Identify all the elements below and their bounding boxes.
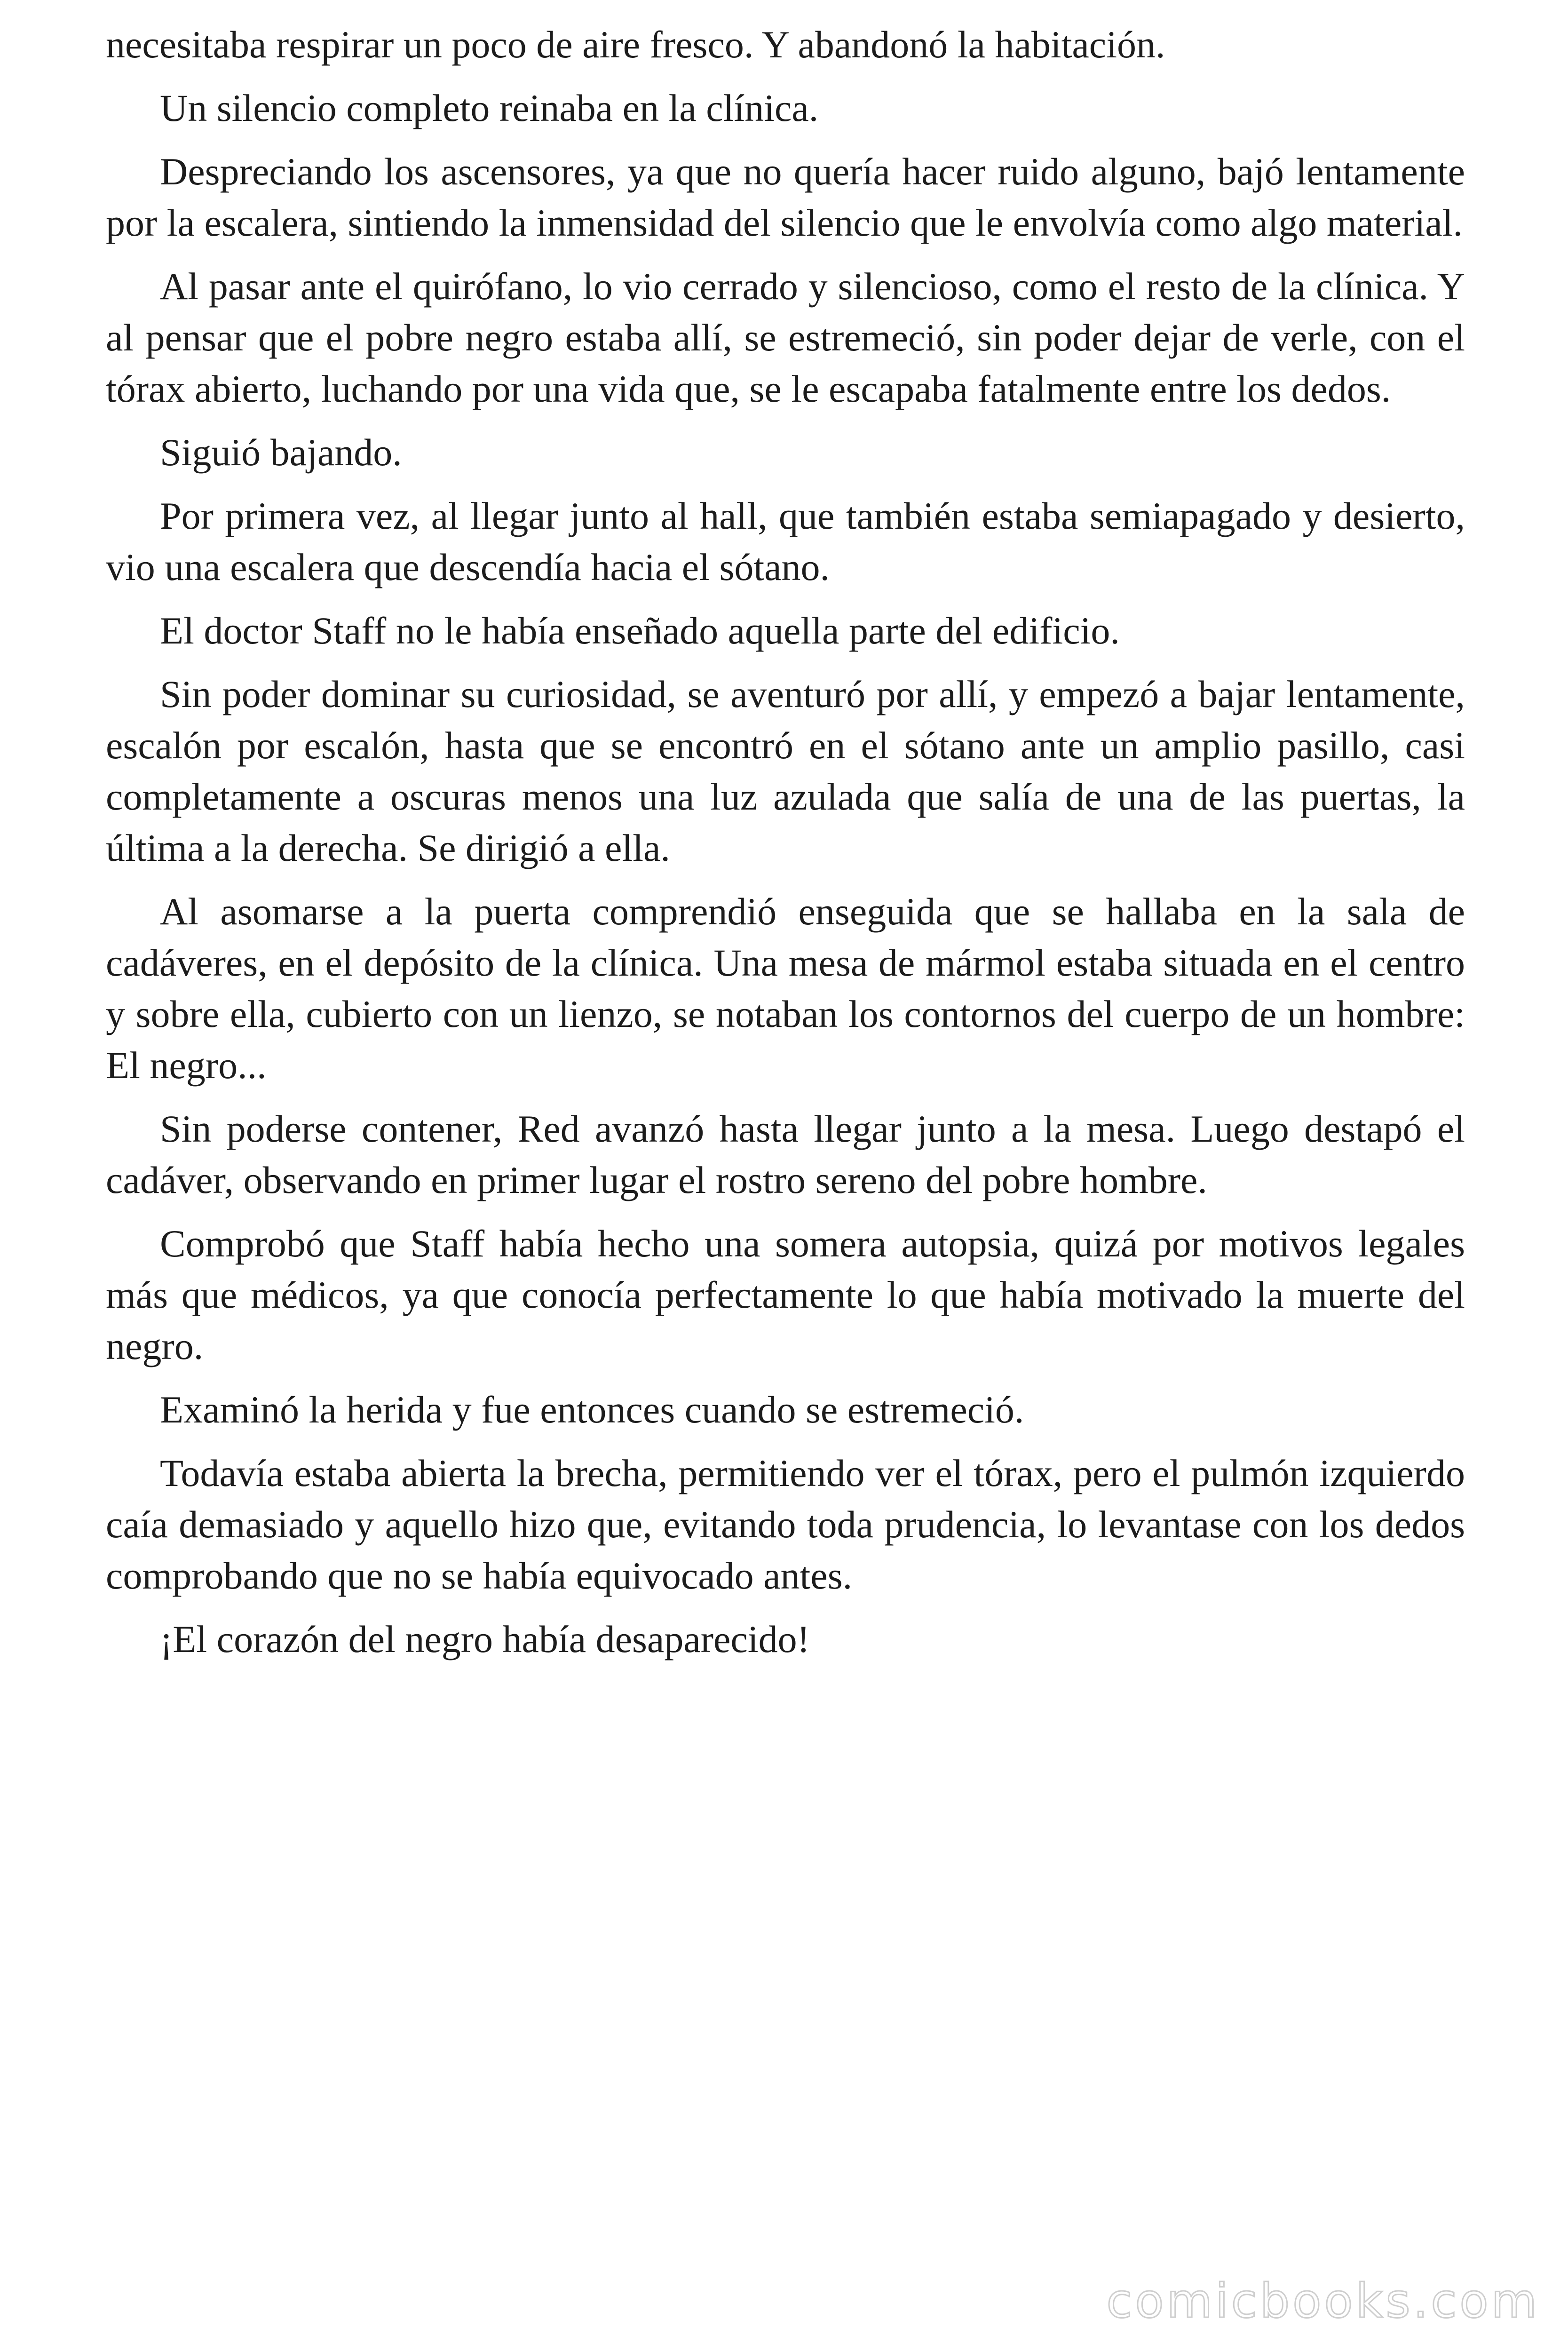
paragraph-4: Al pasar ante el quirófano, lo vio cerrado y silencioso, como el resto de la clínica. Y al pensar que el pobre negro estaba allí, se estremeció, sin poder dejar de verle, con el tórax abierto, luchando por una vida que, se le escapaba fatalmente entre los dedos.	[106, 265, 1465, 410]
paragraph-1: necesitaba respirar un poco de aire fresco. Y abandonó la habitación.	[106, 23, 1165, 66]
paragraph-10: Sin poderse contener, Red avanzó hasta llegar junto a la mesa. Luego destapó el cadáver, observando en primer lugar el rostro sereno del pobre hombre.	[106, 1107, 1465, 1201]
paragraph-8: Sin poder dominar su curiosidad, se aventuró por allí, y empezó a bajar lentamente, escalón por escalón, hasta que se encontró en el sótano ante un amplio pasillo, casi completamente a oscuras menos una luz azulada que salía de una de las puertas, la última a la derecha. Se dirigió a ella.	[106, 673, 1465, 869]
paragraph-3: Despreciando los ascensores, ya que no quería hacer ruido alguno, bajó lentamente por la escalera, sintiendo la inmensidad del silencio que le envolvía como algo material.	[106, 150, 1465, 244]
paragraph-6: Por primera vez, al llegar junto al hall, que también estaba semiapagado y desierto, vio una escalera que descendía hacia el sótano.	[106, 494, 1465, 588]
book-page-text	[106, 19, 1465, 1677]
paragraph-13: Todavía estaba abierta la brecha, permitiendo ver el tórax, pero el pulmón izquierdo caía demasiado y aquello hizo que, evitando toda prudencia, lo levantase con los dedos comprobando que no se había equivocado antes.	[106, 1452, 1465, 1597]
paragraph-14: ¡El corazón del negro había desaparecido!	[160, 1618, 810, 1661]
paragraph-5: Siguió bajando.	[160, 431, 402, 474]
paragraph-2: Un silencio completo reinaba en la clínica.	[160, 87, 819, 129]
paragraph-9: Al asomarse a la puerta comprendió enseguida que se hallaba en la sala de cadáveres, en el depósito de la clínica. Una mesa de mármol estaba situada en el centro y sobre ella, cubierto con un lienzo, se notaban los contornos del cuerpo de un hombre: El negro...	[106, 890, 1465, 1087]
paragraph-11: Comprobó que Staff había hecho una somera autopsia, quizá por motivos legales más que médicos, ya que conocía perfectamente lo que había motivado la muerte del negro.	[106, 1222, 1465, 1367]
watermark-logo: comicbooks.com	[1106, 2273, 1540, 2328]
paragraph-12: Examinó la herida y fue entonces cuando se estremeció.	[160, 1388, 1024, 1431]
paragraph-7: El doctor Staff no le había enseñado aquella parte del edificio.	[160, 609, 1120, 652]
